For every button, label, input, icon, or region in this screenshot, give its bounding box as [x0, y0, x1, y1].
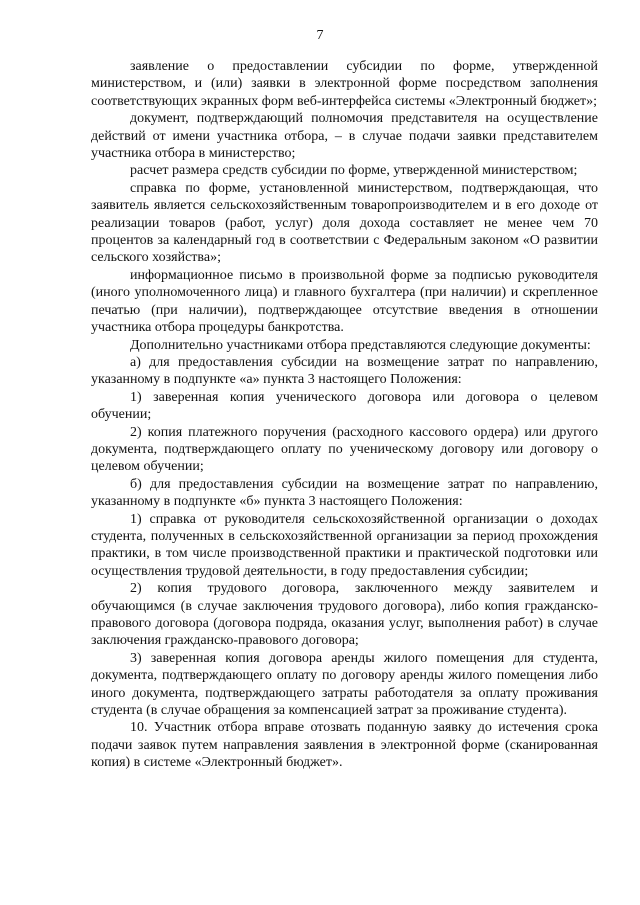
paragraph-bankruptcy-letter: информационное письмо в произвольной форме за подписью руководителя (иного уполномоченного лица) и главного бухгалтера (при наличии) и скрепленное печатью (при наличии), подтверждающее отсутствие введения в отношении участника отбора процедуры банкротства.: [91, 267, 598, 336]
paragraph-producer-certificate: справка по форме, установленной министерством, подтверждающая, что заявитель является сельскохозяйственным товаропроизводителем и в его доходе от реализации товаров (работ, услуг) доля дохода составляет не менее чем 70 процентов за календарный год в соответствии с Федеральным законом «О развитии сельского хозяйства»;: [91, 180, 598, 266]
paragraph-b-item-2: 2) копия трудового договора, заключенного между заявителем и обучающимся (в случае заключения трудового договора), либо копия гражданско-правового договора (договора подряда, оказания услуг, выполнения работ) в случае заключения гражданско-правового договора;: [91, 581, 598, 649]
paragraph-additional-documents: Дополнительно участниками отбора представляются следующие документы:: [130, 337, 591, 353]
paragraph-point-10: 10. Участник отбора вправе отозвать поданную заявку до истечения срока подачи заявок путем направления заявления в электронной форме (сканированная копия) в системе «Электронный бюджет».: [91, 720, 598, 771]
document-body: [91, 58, 598, 772]
page-number: 7: [316, 28, 324, 43]
paragraph-representative-authority: документ, подтверждающий полномочия представителя на осуществление действий от имени участника отбора, – в случае подачи заявки представителем участника отбора в министерство;: [91, 111, 598, 162]
paragraph-a-item-2: 2) копия платежного поручения (расходного кассового ордера) или другого документа, подтверждающего оплату по ученическому договору или договору о целевом обучении;: [91, 424, 598, 475]
paragraph-application-form: заявление о предоставлении субсидии по форме, утвержденной министерством, и (или) заявки в электронной форме посредством заполнения соответствующих экранных форм веб-интерфейса системы «Электронный бюджет»;: [91, 59, 598, 109]
paragraph-b-item-3: 3) заверенная копия договора аренды жилого помещения для студента, документа, подтверждающего оплату по договору аренды жилого помещения либо иного документа, подтверждающего затраты работодателя за оплату проживания студента (в случае обращения за компенсацией затрат за проживание студента).: [91, 650, 598, 719]
paragraph-subpoint-a: а) для предоставления субсидии на возмещение затрат по направлению, указанному в подпункте «а» пункта 3 настоящего Положения:: [91, 354, 598, 388]
paragraph-a-item-1: 1) заверенная копия ученического договора или договора о целевом обучении;: [91, 389, 598, 423]
paragraph-subsidy-calculation: расчет размера средств субсидии по форме, утвержденной министерством;: [130, 163, 578, 179]
paragraph-b-item-1: 1) справка от руководителя сельскохозяйственной организации о доходах студента, полученных в сельскохозяйственной организации за период прохождения практики, в том числе производственной практики и практической подготовки или осуществления трудовой деятельности, в году предоставления субсидии;: [91, 511, 598, 579]
paragraph-subpoint-b: б) для предоставления субсидии на возмещение затрат по направлению, указанному в подпункте «б» пункта 3 настоящего Положения:: [91, 476, 598, 510]
